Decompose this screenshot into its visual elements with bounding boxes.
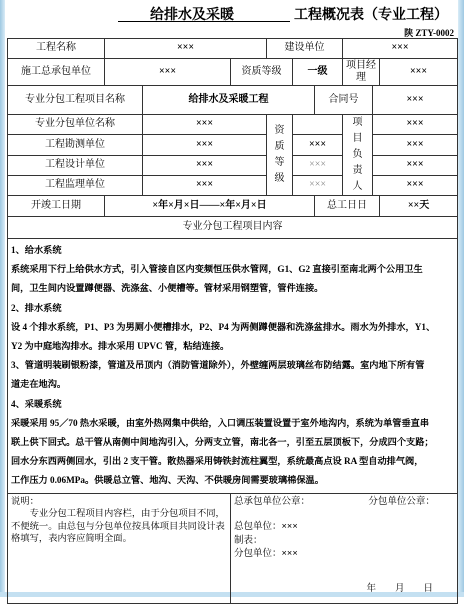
survey-qual-value: ××× [293, 135, 343, 155]
project-overview-table [7, 38, 458, 604]
content-body [8, 239, 458, 494]
sub-unit-value: ××× [143, 115, 267, 135]
sub-unit-sign-value: ××× [281, 549, 298, 560]
sub-unit-responsible: ××× [373, 115, 458, 135]
date-line: 年 月 日 [366, 584, 434, 595]
title-project-name: 给排水及采暖 [150, 8, 234, 23]
content-line: 联上供下回式。总干管从南侧中间地沟引入，分两支立管，南北各一，引至五层顶板下，分成四个支路； [11, 437, 434, 448]
content-line: 工作压力 0.06MPa。供暖总立管、地沟、天沟、不供暖房间需要玻璃棉保温。 [11, 475, 324, 486]
qualification-value: 一级 [293, 59, 343, 86]
supervision-responsible: ××× [373, 175, 458, 195]
project-manager-value: ××× [380, 59, 458, 86]
total-days-value: ××天 [380, 196, 458, 217]
title-form-name: 工程概况表（专业工程） [294, 8, 448, 23]
build-unit-value: ××× [343, 39, 458, 59]
supervision-qual-value: ××× [293, 175, 343, 195]
responsible-vertical-text: 项目负责人 [352, 117, 363, 192]
signature-cell [231, 493, 458, 603]
design-qual-value: ××× [293, 155, 343, 175]
sub-unit-label: 专业分包单位名称 [8, 115, 143, 135]
row-footer [8, 493, 458, 603]
row-dates [8, 196, 458, 217]
build-unit-label: 建设单位 [267, 39, 343, 59]
row-design [8, 155, 458, 175]
preparer-row [234, 535, 454, 548]
content-line: 4、采暖系统 [11, 398, 62, 409]
general-contractor-value: ××× [105, 59, 231, 86]
project-manager-label: 项目经理 [343, 59, 380, 86]
row-sub-project-name [8, 86, 458, 115]
seal-row [234, 496, 454, 509]
row-survey [8, 135, 458, 155]
general-contractor-label: 施工总承包单位 [8, 59, 105, 86]
form-title [0, 2, 464, 24]
design-responsible: ××× [373, 155, 458, 175]
design-label: 工程设计单位 [8, 155, 143, 175]
project-name-value: ××× [105, 39, 267, 59]
dates-value: ×年×月×日——×年×月×日 [105, 196, 315, 217]
survey-responsible: ××× [373, 135, 458, 155]
content-line: 系统采用下行上给供水方式，引入管接自区内变频恒压供水管网，G1、G2 直接引至南北两个公用卫生 [11, 264, 423, 275]
content-line: 2、排水系统 [11, 302, 62, 313]
sub-unit-row [234, 548, 454, 561]
project-name-label: 工程名称 [8, 39, 105, 59]
contract-no-value: ××× [373, 86, 458, 115]
qualification-vertical-label [267, 115, 293, 196]
form-code: 陕 ZTY-0002 [404, 28, 454, 38]
row-content-header [8, 217, 458, 239]
row-project-name [8, 39, 458, 59]
survey-value: ××× [143, 135, 267, 155]
title-underline [118, 21, 290, 22]
preparer-label: 制表： [234, 535, 263, 546]
qualification-label: 资质等级 [231, 59, 293, 86]
row-general-contractor [8, 59, 458, 86]
survey-label: 工程勘测单位 [8, 135, 143, 155]
row-sub-unit [8, 115, 458, 135]
content-line: 采暖采用 95／70 热水采暖，由室外热网集中供给，入口调压装置设置于室外地沟内，系统为单管垂直串 [11, 417, 430, 428]
note-text: 专业分包工程项目内容栏，由于分包项目不同，不便统一。由总包与分包单位按具体项目共同设计表格填写，表内容应简明全面。 [11, 509, 225, 545]
content-line: 回水分东西两侧回水，引出 2 支干管。散热器采用铸铁封流柱翼型，系统最高点设 RA 型自动排气阀， [11, 456, 424, 467]
supervision-value: ××× [143, 175, 267, 195]
content-line: 设 4 个排水系统，P1、P3 为男厕小便槽排水，P2、P4 为两侧蹲便器和洗涤盆排水。雨水为外排水，Y1、 [11, 321, 436, 332]
content-line: 道走在地沟。 [11, 379, 67, 390]
dates-label: 开竣工日期 [8, 196, 105, 217]
sub-project-name-value: 给排水及采暖工程 [143, 86, 315, 115]
responsible-vertical-label [343, 115, 373, 196]
total-days-label: 总工日日 [315, 196, 380, 217]
note-cell [8, 493, 231, 603]
gc-seal-label: 总承包单位公章： [234, 496, 311, 507]
contract-no-label: 合同号 [315, 86, 373, 115]
sub-seal-label: 分包单位公章： [368, 496, 435, 507]
row-content [8, 239, 458, 494]
sub-unit-qual-value [293, 115, 343, 135]
content-header: 专业分包工程项目内容 [8, 217, 458, 239]
gc-unit-row [234, 521, 454, 534]
content-line: Y2 为中庭地沟排水。排水采用 UPVC 管，粘结连接。 [11, 341, 230, 352]
sub-unit-sign-label: 分包单位： [234, 549, 282, 560]
design-value: ××× [143, 155, 267, 175]
note-title: 说明： [11, 496, 39, 507]
row-supervision [8, 175, 458, 195]
gc-unit-value: ××× [281, 522, 298, 533]
left-border-decoration [0, 0, 5, 597]
right-border-decoration [458, 0, 464, 597]
sub-project-name-label: 专业分包工程项目名称 [8, 86, 143, 115]
content-line: 3、管道明装刷银粉漆，管道及吊顶内（消防管道除外），外壁缠两层玻璃丝布防结露。室内地下所有管 [11, 360, 425, 371]
content-line: 1、给水系统 [11, 245, 62, 255]
gc-unit-label: 总包单位： [234, 522, 282, 533]
qualification-vertical-text: 资质等级 [274, 125, 285, 184]
supervision-label: 工程监理单位 [8, 175, 143, 195]
content-line: 间，卫生间内设置蹲便器、洗涤盆、小便槽等。管材采用钢塑管，管件连接。 [11, 283, 324, 294]
